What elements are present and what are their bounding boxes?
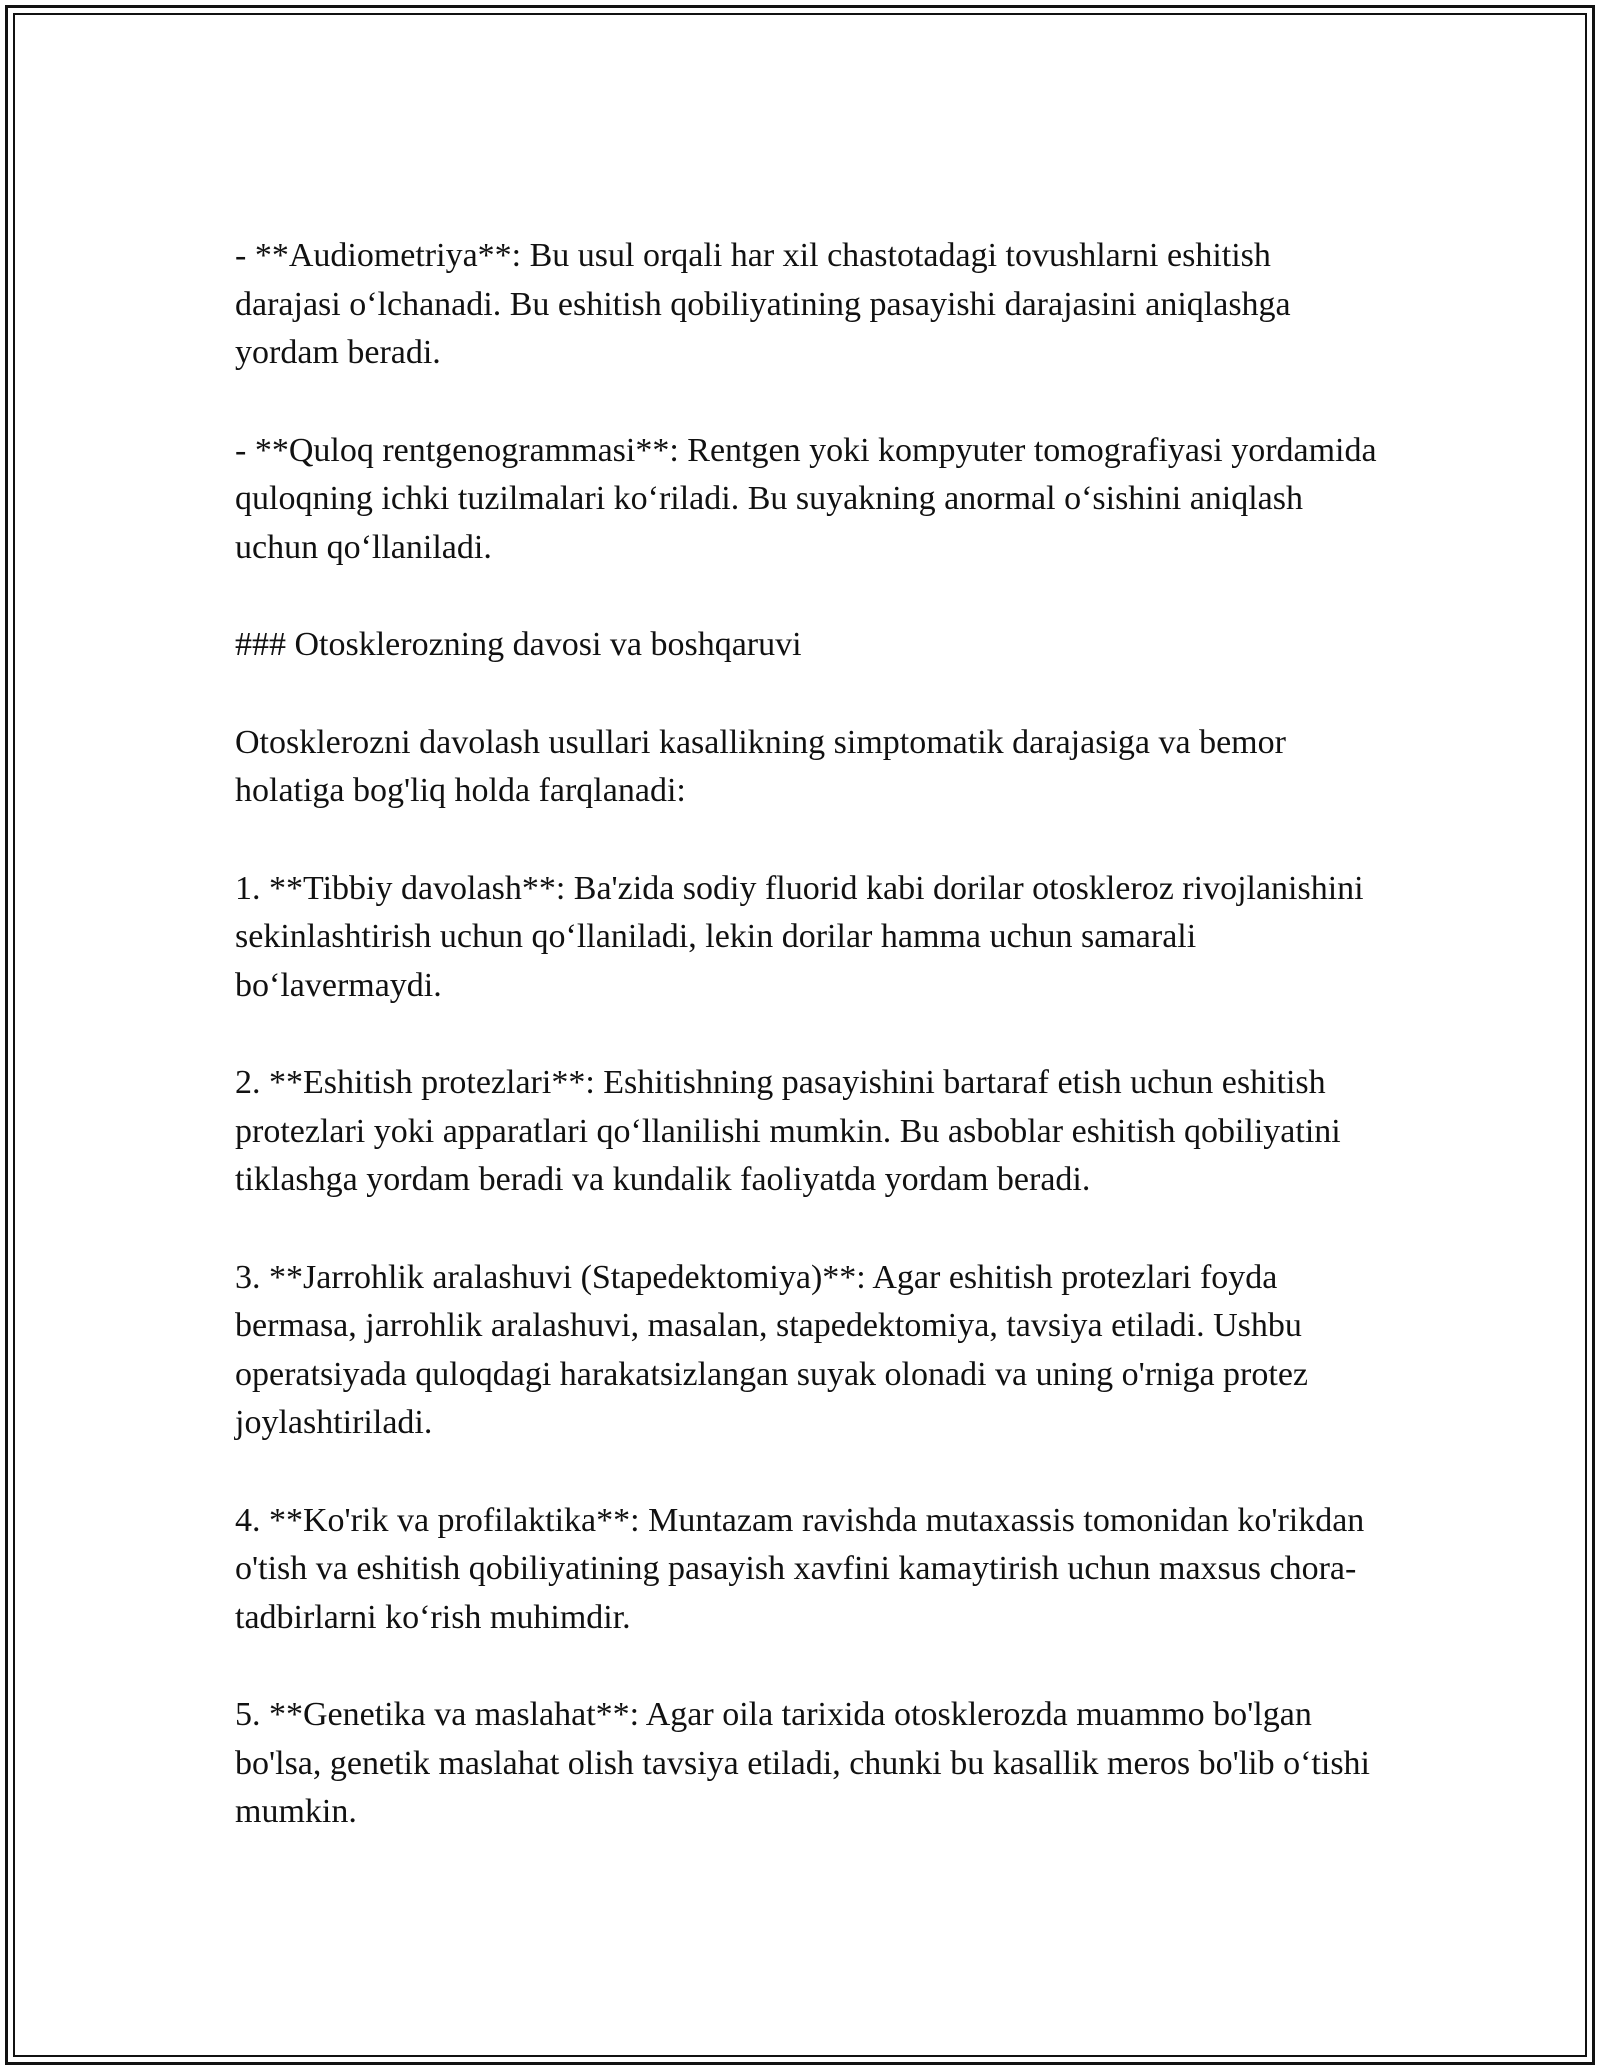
section-heading: ### Otosklerozning davosi va boshqaruvi (235, 626, 802, 663)
document-body (235, 232, 1385, 1837)
list-item-surgery: 3. **Jarrohlik aralashuvi (Stapedektomiya)**: Agar eshitish protezlari foyda bermasa, jarrohlik aralashuvi, masalan, stapedektomiya, tavsiya etiladi. Ushbu operatsiyada quloqdagi harakatsizlangan suyak olonadi va uning o'rniga protez joylashtiriladi. (235, 1258, 1309, 1441)
list-item-medical-treatment: 1. **Tibbiy davolash**: Ba'zida sodiy fluorid kabi dorilar otoskleroz rivojlanishini sekinlashtirish uchun qo‘llaniladi, lekin dorilar hamma uchun samarali bo‘lavermaydi. (235, 869, 1364, 1004)
audiometry-paragraph: - **Audiometriya**: Bu usul orqali har xil chastotadagi tovushlarni eshitish darajasi o‘lchanadi. Bu eshitish qobiliyatining pasayishi darajasini aniqlashga yordam beradi. (235, 237, 1291, 371)
list-item-hearing-aids: 2. **Eshitish protezlari**: Eshitishning pasayishini bartaraf etish uchun eshitish protezlari yoki apparatlari qo‘llanilishi mumkin. Bu asboblar eshitish qobiliyatini tiklashga yordam beradi va kundalik faoliyatda yordam beradi. (235, 1064, 1341, 1198)
ear-xray-paragraph: - **Quloq rentgenogrammasi**: Rentgen yoki kompyuter tomografiyasi yordamida quloqning ichki tuzilmalari ko‘riladi. Bu suyakning anormal o‘sishini aniqlash uchun qo‘llaniladi. (235, 431, 1377, 566)
list-item-checkup-prevention: 4. **Ko'rik va profilaktika**: Muntazam ravishda mutaxassis tomonidan ko'rikdan o'tish va eshitish qobiliyatining pasayish xavfini kamaytirish uchun maxsus chora-tadbirlarni ko‘rish muhimdir. (235, 1501, 1365, 1636)
list-item-genetics-counseling: 5. **Genetika va maslahat**: Agar oila tarixida otosklerozda muammo bo'lgan bo'lsa, genetik maslahat olish tavsiya etiladi, chunki bu kasallik meros bo'lib o‘tishi mumkin. (235, 1696, 1370, 1830)
intro-paragraph: Otosklerozni davolash usullari kasallikning simptomatik darajasiga va bemor holatiga bog'liq holda farqlanadi: (235, 723, 1286, 809)
